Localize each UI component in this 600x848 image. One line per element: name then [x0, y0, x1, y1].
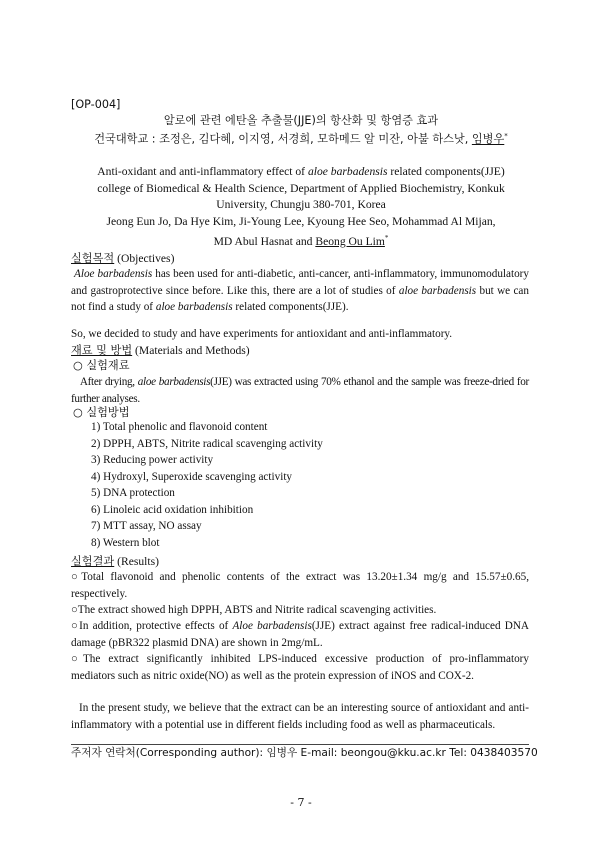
affiliation-line-2: University, Chungju 380-701, Korea: [216, 198, 386, 211]
corresponding-author-footer: 주저자 연락처(Corresponding author): 임병우 E-mail: beongou@kku.ac.kr Tel: 0438403570: [71, 747, 538, 759]
section-heading-results: 실험결과 (Results): [71, 555, 159, 568]
method-item: 5) DNA protection: [91, 487, 175, 499]
footer-divider: [71, 744, 529, 745]
page-number: - 7 -: [290, 796, 312, 809]
authors-english-line-2: MD Abul Hasnat and Beong Ou Lim*: [213, 234, 389, 248]
authors-korean-list: 건국대학교 : 조정은, 김다혜, 이지영, 서경희, 모하메드 알 미잔, 아불 하스낫,: [94, 132, 472, 146]
objectives-paragraph: Aloe barbadensis has been used for anti-diabetic, anti-cancer, anti-inflammatory, immunomodulatory and gastroprotective since before. Like this, there are a lot of studies of aloe barbadensis but we can not find a study of aloe barbadensis related components(JJE).: [71, 268, 530, 314]
section-heading-objectives: 실험목적 (Objectives): [71, 252, 175, 265]
result-paragraph-2: ○The extract showed high DPPH, ABTS and Nitrite radical scavenging activities.: [71, 604, 437, 616]
corresponding-author-english: Beong Ou Lim: [315, 234, 385, 248]
abstract-code: [OP-004]: [71, 98, 121, 111]
method-item: 6) Linoleic acid oxidation inhibition: [91, 504, 254, 516]
authors-korean: [71, 129, 531, 147]
result-paragraph-1: ○Total flavonoid and phenolic contents of the extract was 13.20±1.34 mg/g and 15.57±0.65, respectively.: [71, 571, 529, 600]
method-item: 1) Total phenolic and flavonoid content: [91, 421, 268, 433]
method-item: 2) DPPH, ABTS, Nitrite radical scavenging activity: [91, 438, 323, 450]
method-item: 7) MTT assay, NO assay: [91, 520, 202, 532]
affiliation-line-1: college of Biomedical & Health Science, Department of Applied Biochemistry, Konkuk: [97, 182, 505, 195]
conclusion-paragraph: In the present study, we believe that the extract can be an interesting source of antioxidant and anti-inflammatory with a potential use in different fields including food as well as pharmaceuticals.: [71, 702, 529, 731]
corresponding-mark: *: [504, 132, 508, 140]
species-name: aloe barbadensis: [307, 165, 388, 178]
method-item: 3) Reducing power activity: [91, 454, 214, 466]
subheading-materials: ○ 실험재료: [73, 359, 130, 372]
method-item: 4) Hydroxyl, Superoxide scavenging activity: [91, 471, 293, 483]
materials-paragraph: After drying, aloe barbadensis(JJE) was extracted using 70% ethanol and the sample was freeze-dried for further analyses.: [71, 376, 529, 405]
corresponding-author-korean: 임병우: [471, 132, 505, 146]
result-paragraph-3: ○In addition, protective effects of Aloe barbadensis(JJE) extract against free radical-induced DNA damage (pBR322 plasmid DNA) are shown in 2mg/mL.: [71, 620, 529, 649]
title-korean: 알로에 관련 에탄올 추출물(JJE)의 항산화 및 항염증 효과: [163, 114, 439, 127]
authors-english-line-1: Jeong Eun Jo, Da Hye Kim, Ji-Young Lee, Kyoung Hee Seo, Mohammad Al Mijan,: [106, 215, 496, 228]
method-item: 8) Western blot: [91, 537, 160, 549]
subheading-methods: ○ 실험방법: [73, 406, 130, 419]
objectives-paragraph-2: So, we decided to study and have experiments for antioxidant and anti-inflammatory.: [71, 328, 453, 340]
section-heading-methods: 재료 및 방법 (Materials and Methods): [71, 344, 250, 357]
title-english: Anti-oxidant and anti-inflammatory effect of aloe barbadensis related components(JJE): [97, 165, 505, 178]
result-paragraph-4: ○The extract significantly inhibited LPS-induced excessive production of pro-inflammatory mediators such as nitric oxide(NO) as well as the protein expression of iNOS and COX-2.: [71, 653, 529, 682]
